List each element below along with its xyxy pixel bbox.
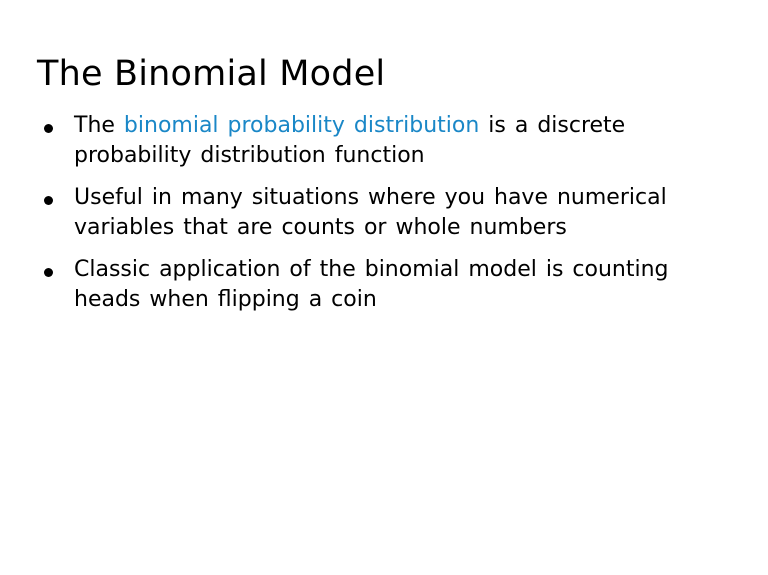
highlighted-term: binomial probability distribution bbox=[123, 113, 480, 138]
bullet-text: Useful in many situations where you have numerical variables that are counts or whole numbers bbox=[74, 185, 667, 240]
bullet-item bbox=[44, 183, 684, 243]
bullet-dot-icon bbox=[44, 268, 53, 277]
bullet-item bbox=[44, 111, 684, 171]
bullet-dot-icon bbox=[44, 196, 53, 205]
bullet-list bbox=[44, 111, 684, 327]
bullet-text-after: is a discrete probability distribution function bbox=[74, 113, 626, 168]
bullet-item bbox=[44, 255, 684, 315]
slide-title: The Binomial Model bbox=[37, 54, 386, 94]
bullet-text: Classic application of the binomial model is counting heads when flipping a coin bbox=[74, 257, 669, 312]
bullet-dot-icon bbox=[44, 124, 53, 133]
bullet-text-before: The bbox=[74, 113, 124, 138]
